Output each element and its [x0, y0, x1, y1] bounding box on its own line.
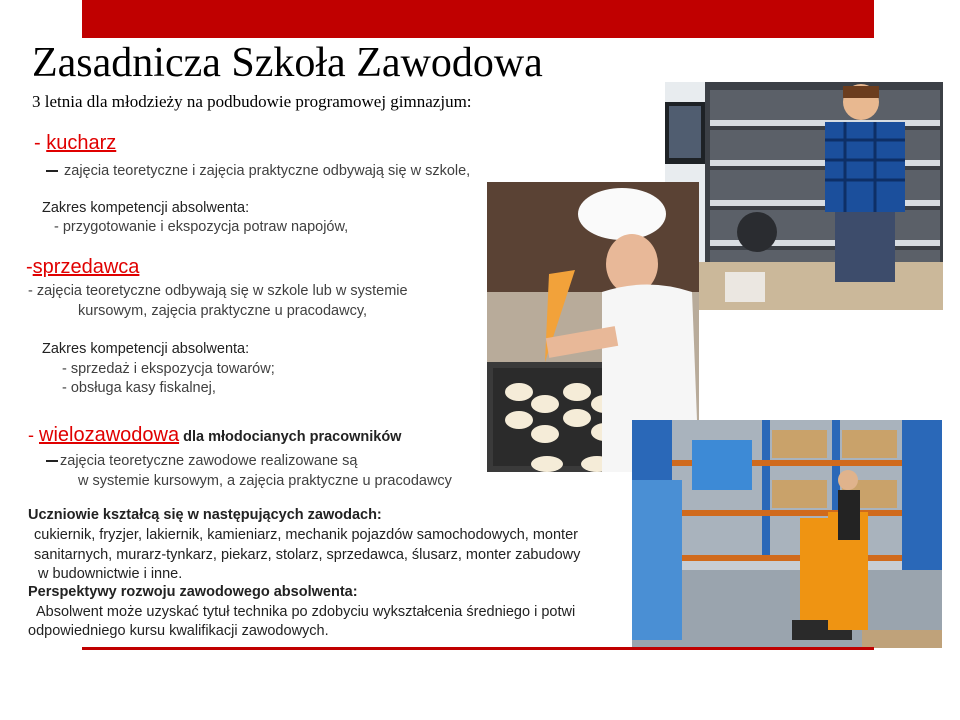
- kucharz-competence-item: - przygotowanie i ekspozycja potraw napojów,: [54, 219, 349, 235]
- sprzedawca-competence-item1: - sprzedaż i ekspozycja towarów;: [62, 361, 275, 377]
- kucharz-dash: -: [34, 132, 47, 154]
- paint-shop-photo: [665, 82, 943, 310]
- zawody-header: Uczniowie kształcą się w następujących zawodach:: [28, 507, 382, 523]
- sprzedawca-line2: kursowym, zajęcia praktyczne u pracodawcy,: [78, 303, 368, 319]
- wielozawodowa-line1: zajęcia teoretyczne zawodowe realizowane są: [46, 452, 357, 470]
- perspektywy-line1: Absolwent może uzyskać tytuł technika po zdobyciu wykształcenia średniego i potwi: [36, 604, 576, 620]
- kucharz-name: kucharz: [46, 132, 117, 154]
- zawody-line3: w budownictwie i inne.: [38, 566, 183, 582]
- perspektywy-header: Perspektywy rozwoju zawodowego absolwenta:: [28, 584, 358, 600]
- kucharz-heading: [34, 134, 116, 154]
- sprzedawca-competence-item2: - obsługa kasy fiskalnej,: [62, 380, 216, 396]
- kucharz-competence-header: Zakres kompetencji absolwenta:: [42, 200, 250, 216]
- wielozawodowa-heading: - wielozawodowa dla młodocianych pracowników: [28, 424, 402, 446]
- bottom-accent-line: [82, 647, 874, 650]
- warehouse-photo: [632, 420, 942, 648]
- zawody-line1: cukiernik, fryzjer, lakiernik, kamieniarz, mechanik pojazdów samochodowych, monter: [34, 527, 578, 543]
- zawody-line2: sanitarnych, murarz-tynkarz, piekarz, stolarz, sprzedawca, ślusarz, monter zabudowy: [34, 547, 581, 563]
- page-subtitle: 3 letnia dla młodzieży na podbudowie programowej gimnazjum:: [32, 92, 472, 111]
- sprzedawca-heading: -sprzedawca: [26, 256, 140, 278]
- sprzedawca-name: sprzedawca: [32, 256, 140, 278]
- kucharz-line1: zajęcia teoretyczne i zajęcia praktyczne odbywają się w szkole,: [46, 162, 470, 180]
- wielozawodowa-line2: w systemie kursowym, a zajęcia praktyczne u pracodawcy: [78, 473, 452, 489]
- sprzedawca-competence-header: Zakres kompetencji absolwenta:: [42, 341, 250, 357]
- perspektywy-line2: odpowiedniego kursu kwalifikacji zawodowych.: [28, 623, 329, 639]
- page-title: Zasadnicza Szkoła Zawodowa: [32, 40, 543, 86]
- wielozawodowa-suffix: dla młodocianych pracowników: [179, 429, 402, 445]
- dash-icon: [46, 460, 58, 462]
- dash-icon: [46, 170, 58, 172]
- top-accent-bar: [82, 0, 874, 38]
- wielozawodowa-name: wielozawodowa: [39, 424, 180, 446]
- sprzedawca-line1: - zajęcia teoretyczne odbywają się w szkole lub w systemie: [28, 283, 408, 299]
